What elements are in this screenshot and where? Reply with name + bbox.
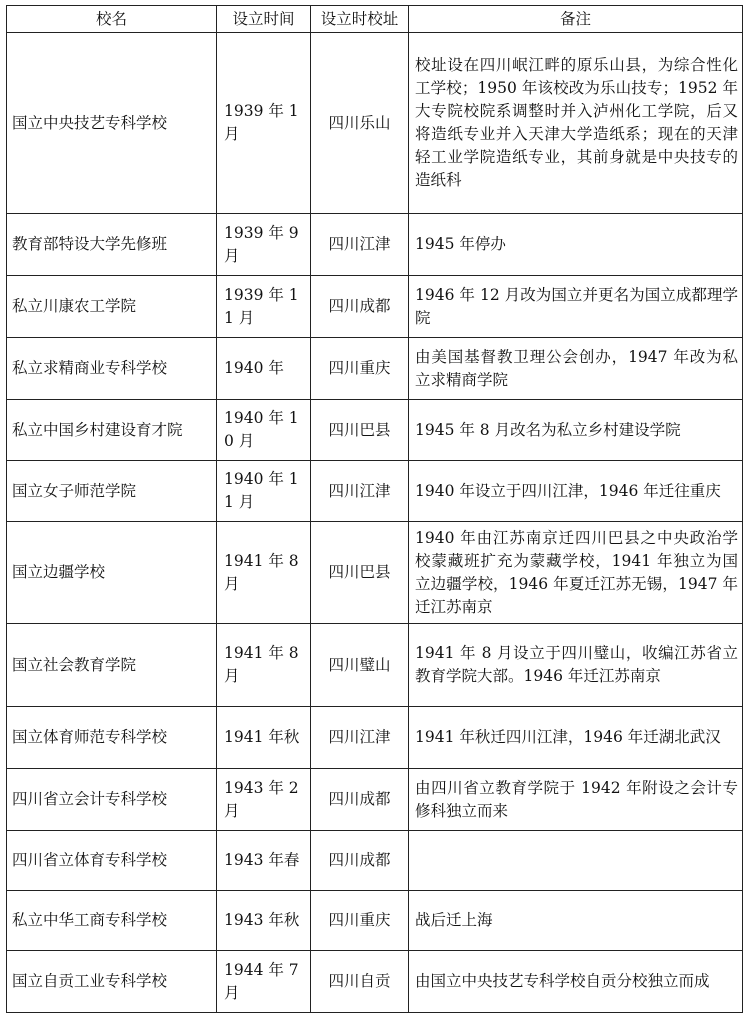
remarks: 校址设在四川岷江畔的原乐山县，为综合性化工学校；1950 年该校改为乐山技专；1952 年大专院校院系调整时并入泸州化工学院，后又将造纸专业并入天津大学造纸系；现在的天津轻工业学院造纸专业，其前身就是中央技专的造纸科 [409, 33, 743, 214]
remarks: 1940 年由江苏南京迁四川巴县之中央政治学校蒙藏班扩充为蒙藏学校，1941 年独立为国立边疆学校，1946 年夏迁江苏无锡，1947 年迁江苏南京 [409, 522, 743, 624]
founding-time: 1939 年 1 月 [217, 33, 311, 214]
founding-location: 四川乐山 [311, 33, 409, 214]
school-name: 国立女子师范学院 [7, 461, 217, 522]
remarks: 由四川省立教育学院于 1942 年附设之会计专修科独立而来 [409, 769, 743, 831]
founding-location: 四川成都 [311, 769, 409, 831]
founding-time: 1940 年 [217, 338, 311, 400]
founding-time: 1943 年春 [217, 831, 311, 891]
header-time: 设立时间 [217, 6, 311, 33]
founding-time: 1939 年 9 月 [217, 214, 311, 276]
founding-location: 四川江津 [311, 461, 409, 522]
school-name: 四川省立会计专科学校 [7, 769, 217, 831]
school-name: 国立体育师范专科学校 [7, 707, 217, 769]
table-row [7, 707, 743, 769]
founding-location: 四川巴县 [311, 400, 409, 461]
table-row [7, 461, 743, 522]
founding-location: 四川江津 [311, 214, 409, 276]
remarks: 1946 年 12 月改为国立并更名为国立成都理学院 [409, 276, 743, 338]
remarks [409, 831, 743, 891]
remarks: 1941 年秋迁四川江津，1946 年迁湖北武汉 [409, 707, 743, 769]
founding-location: 四川成都 [311, 276, 409, 338]
school-name: 国立中央技艺专科学校 [7, 33, 217, 214]
school-name: 四川省立体育专科学校 [7, 831, 217, 891]
table-row [7, 769, 743, 831]
school-name: 私立中国乡村建设育才院 [7, 400, 217, 461]
table-row [7, 33, 743, 214]
remarks: 1941 年 8 月设立于四川璧山，收编江苏省立教育学院大部。1946 年迁江苏南京 [409, 624, 743, 707]
table-row [7, 400, 743, 461]
table-row [7, 624, 743, 707]
school-name: 私立川康农工学院 [7, 276, 217, 338]
school-name: 教育部特设大学先修班 [7, 214, 217, 276]
founding-time: 1940 年 10 月 [217, 400, 311, 461]
school-name: 私立求精商业专科学校 [7, 338, 217, 400]
remarks: 1940 年设立于四川江津，1946 年迁往重庆 [409, 461, 743, 522]
remarks: 由美国基督教卫理公会创办，1947 年改为私立求精商学院 [409, 338, 743, 400]
remarks: 由国立中央技艺专科学校自贡分校独立而成 [409, 951, 743, 1013]
school-name: 国立自贡工业专科学校 [7, 951, 217, 1013]
header-name: 校名 [7, 6, 217, 33]
table-row [7, 951, 743, 1013]
header-row [7, 6, 743, 33]
founding-time: 1944 年 7 月 [217, 951, 311, 1013]
founding-location: 四川璧山 [311, 624, 409, 707]
schools-table [6, 5, 743, 1013]
founding-location: 四川巴县 [311, 522, 409, 624]
remarks: 战后迁上海 [409, 891, 743, 951]
header-note: 备注 [409, 6, 743, 33]
header-place: 设立时校址 [311, 6, 409, 33]
school-name: 国立边疆学校 [7, 522, 217, 624]
founding-location: 四川自贡 [311, 951, 409, 1013]
founding-location: 四川重庆 [311, 338, 409, 400]
remarks: 1945 年停办 [409, 214, 743, 276]
table-row [7, 831, 743, 891]
founding-time: 1941 年 8 月 [217, 522, 311, 624]
founding-location: 四川重庆 [311, 891, 409, 951]
schools-table-container [6, 5, 743, 1013]
founding-location: 四川成都 [311, 831, 409, 891]
remarks: 1945 年 8 月改名为私立乡村建设学院 [409, 400, 743, 461]
table-row [7, 338, 743, 400]
founding-time: 1941 年 8 月 [217, 624, 311, 707]
school-name: 国立社会教育学院 [7, 624, 217, 707]
founding-time: 1941 年秋 [217, 707, 311, 769]
founding-time: 1940 年 11 月 [217, 461, 311, 522]
founding-location: 四川江津 [311, 707, 409, 769]
table-row [7, 276, 743, 338]
founding-time: 1943 年秋 [217, 891, 311, 951]
founding-time: 1939 年 11 月 [217, 276, 311, 338]
founding-time: 1943 年 2 月 [217, 769, 311, 831]
school-name: 私立中华工商专科学校 [7, 891, 217, 951]
table-row [7, 891, 743, 951]
table-row [7, 214, 743, 276]
table-row [7, 522, 743, 624]
